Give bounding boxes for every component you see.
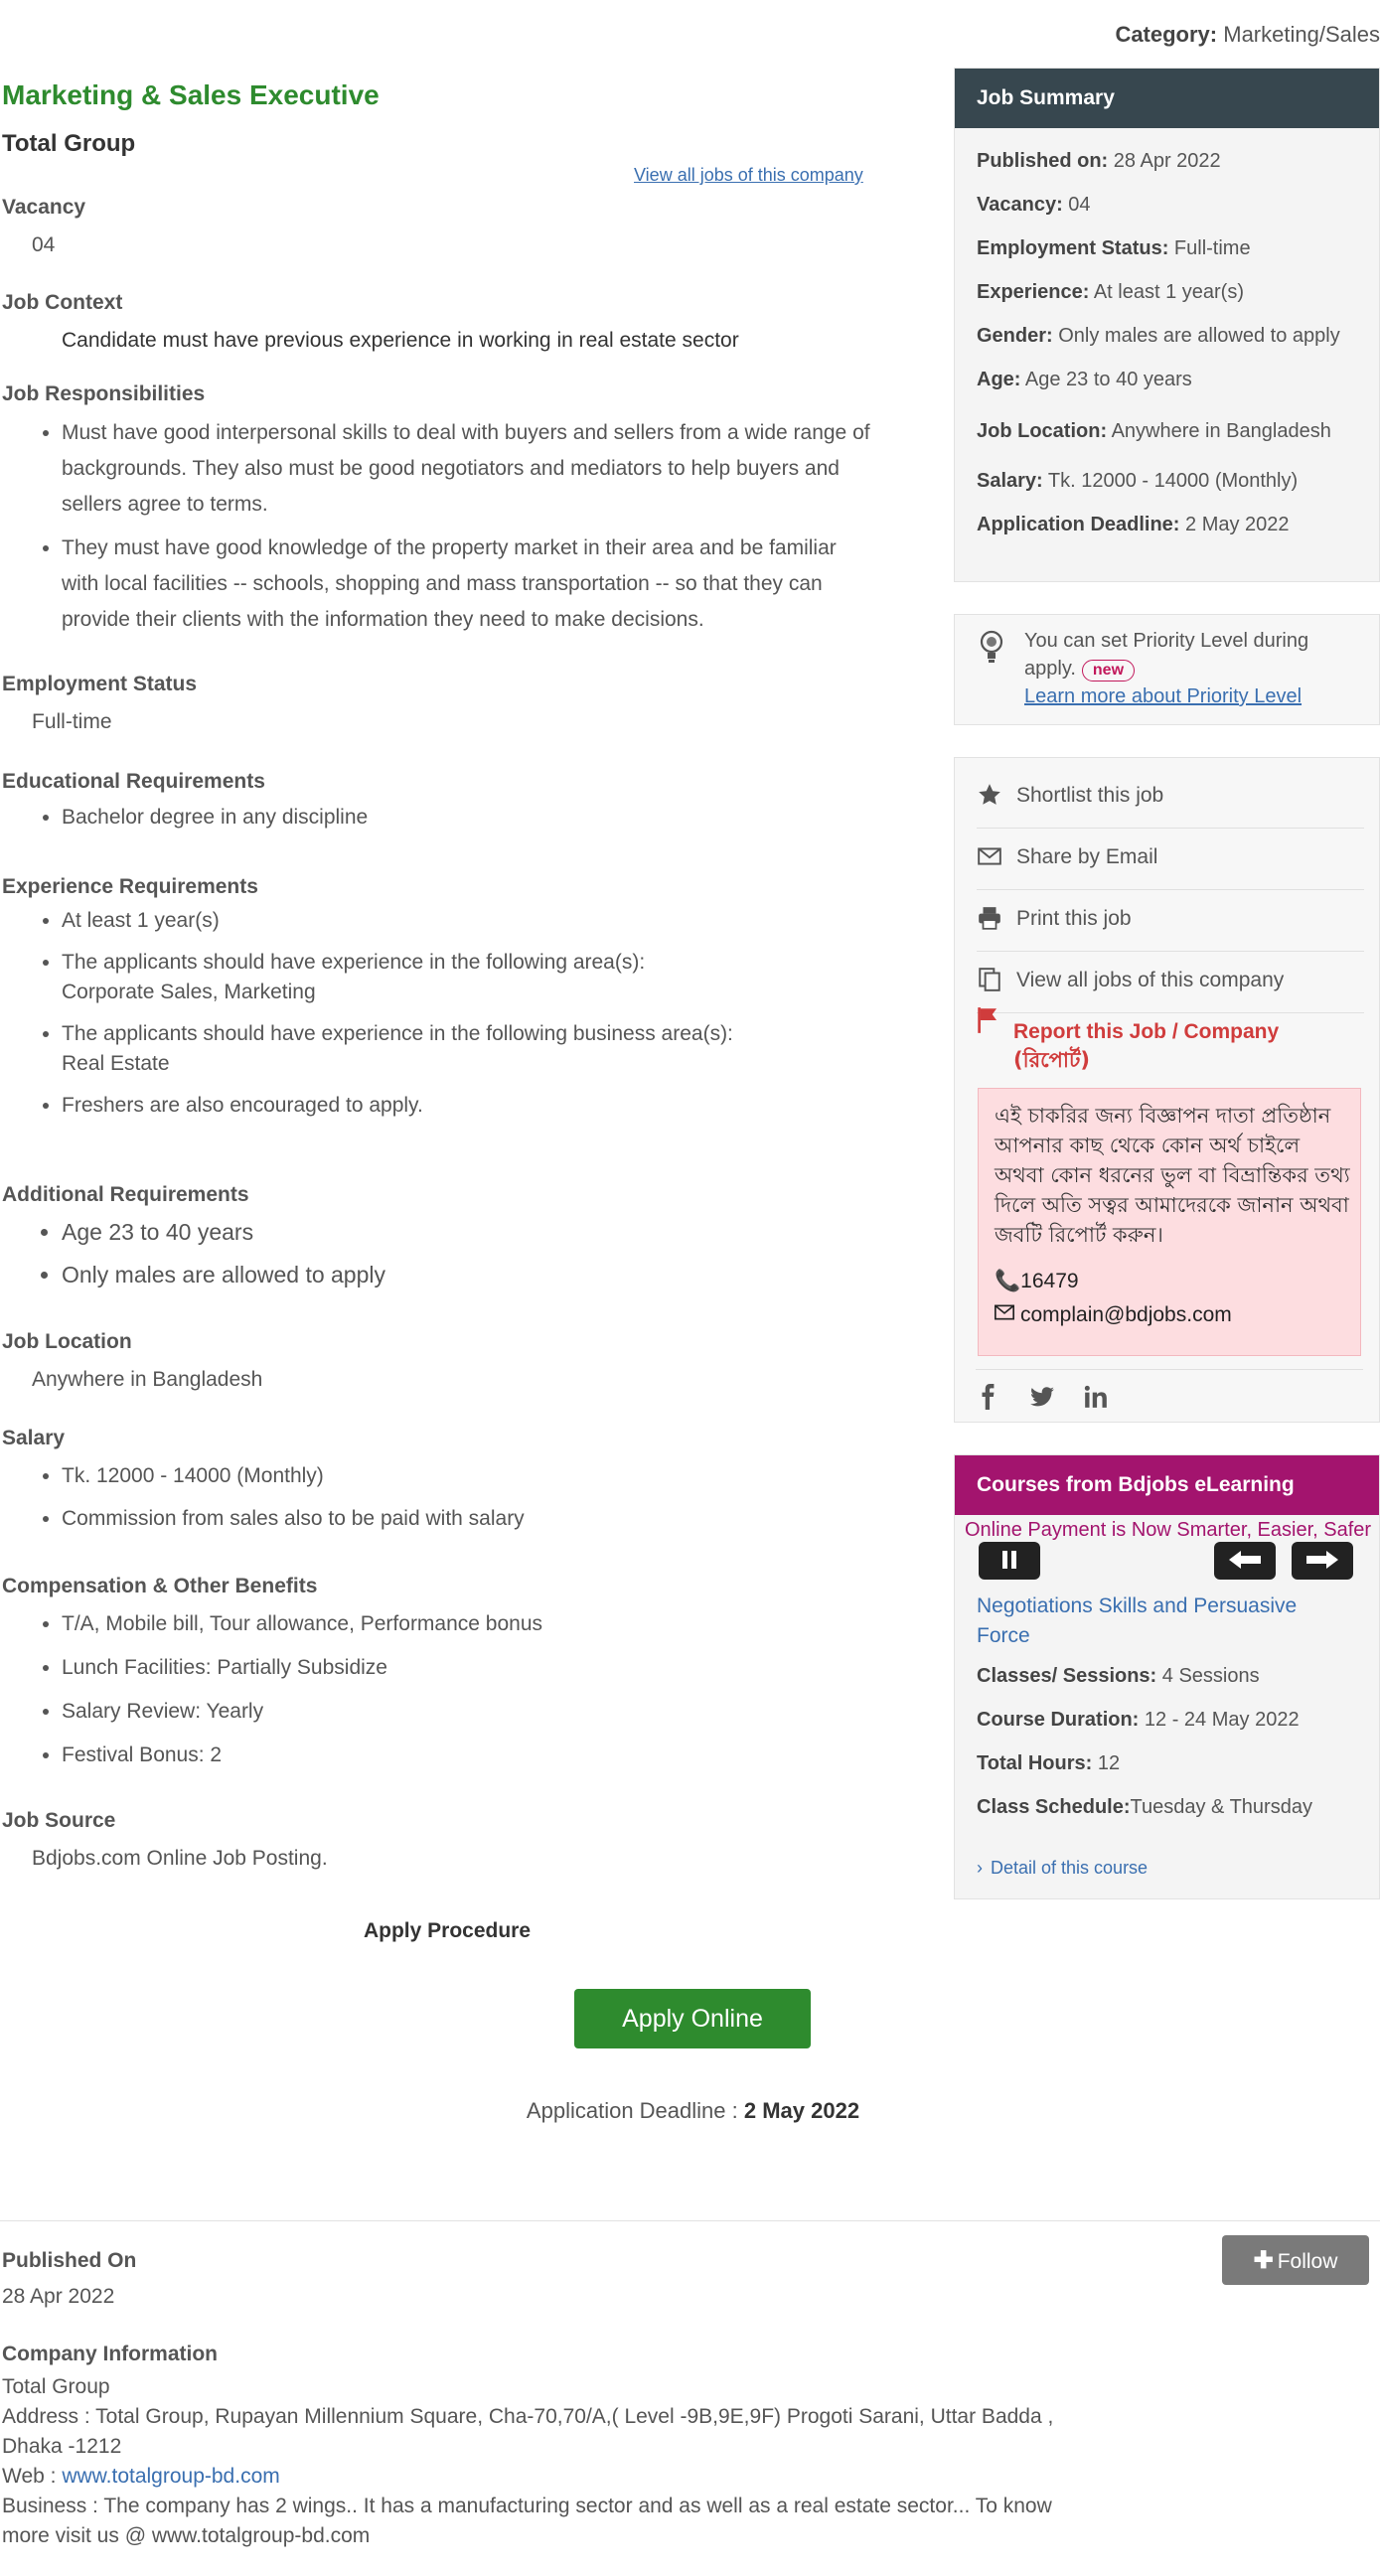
summary-row <box>977 194 1091 217</box>
phone-icon: 📞 <box>995 1270 1021 1292</box>
company-info-body <box>2 2372 1125 2551</box>
pause-icon <box>999 1549 1019 1571</box>
envelope-icon <box>995 1303 1014 1327</box>
benefits-heading: Compensation & Other Benefits <box>2 1575 318 1597</box>
list-item: • Lunch Facilities: Partially Subsidize <box>62 1653 876 1683</box>
lightbulb-icon <box>977 629 1006 673</box>
new-badge: new <box>1082 660 1135 682</box>
list-item: • Commission from sales also to be paid with salary <box>62 1504 876 1534</box>
summary-row <box>977 470 1298 493</box>
envelope-icon <box>977 843 1002 869</box>
payment-marquee: Online Payment is Now Smarter, Easier, Safer <box>965 1519 1372 1541</box>
experience-business-value: Real Estate <box>62 1052 170 1075</box>
previous-button[interactable] <box>1214 1542 1276 1580</box>
list-item: • Salary Review: Yearly <box>62 1697 876 1727</box>
summary-value: Only males are allowed to apply <box>1058 325 1340 347</box>
company-info-address: Address : Total Group, Rupayan Millennium Square, Cha-70,70/A,( Level -9B,9E,9F) Progoti Sarani, Uttar Badda , <box>2 2405 1054 2428</box>
divider <box>0 2220 1380 2221</box>
print-job-button[interactable] <box>977 891 1364 952</box>
category-line <box>1115 22 1380 48</box>
category-value: Marketing/Sales <box>1223 22 1380 47</box>
arrow-left-icon <box>1227 1549 1263 1571</box>
salary-heading: Salary <box>2 1427 66 1449</box>
responsibilities-heading: Job Responsibilities <box>2 382 206 405</box>
sessions-label: Classes/ Sessions: <box>977 1665 1157 1687</box>
job-summary-box <box>954 68 1380 582</box>
list-item: • They must have good knowledge of the property market in their area and be familiar with local facilities -- schools, shopping and mass transportation -- so that they can provide their clients with the information they need to make decisions. <box>62 530 876 638</box>
course-schedule <box>977 1796 1312 1819</box>
published-on-label: Published On <box>2 2249 137 2272</box>
follow-label: Follow <box>1277 2249 1338 2273</box>
published-on-value: 28 Apr 2022 <box>2 2285 115 2308</box>
chevron-right-icon: › <box>977 1858 983 1878</box>
application-deadline <box>0 2098 1380 2124</box>
location-section <box>2 1329 876 1395</box>
summary-label: Vacancy: <box>977 194 1063 216</box>
summary-label: Employment Status: <box>977 237 1169 259</box>
report-label-bangla: (রিপোর্ট) <box>1013 1048 1090 1072</box>
facebook-icon[interactable] <box>976 1384 1001 1410</box>
priority-line2: apply. <box>1024 658 1076 680</box>
company-info-heading: Company Information <box>2 2343 219 2365</box>
plus-icon: ✚ <box>1253 2246 1274 2274</box>
linkedin-icon[interactable] <box>1083 1384 1109 1410</box>
copy-icon <box>977 967 1002 992</box>
summary-label: Job Location: <box>977 420 1108 442</box>
job-summary-title: Job Summary <box>955 69 1379 128</box>
summary-label: Age: <box>977 369 1021 390</box>
vacancy-section <box>2 195 876 260</box>
view-all-jobs-link[interactable]: View all jobs of this company <box>634 165 863 185</box>
summary-row <box>977 420 1331 443</box>
report-warning-box <box>978 1088 1361 1356</box>
list-item: • Tk. 12000 - 14000 (Monthly) <box>62 1461 876 1491</box>
summary-row <box>977 237 1251 260</box>
summary-label: Application Deadline: <box>977 514 1180 535</box>
list-item: • Freshers are also encouraged to apply. <box>62 1091 876 1121</box>
summary-row <box>977 281 1244 304</box>
company-info-name: Total Group <box>2 2375 110 2398</box>
additional-heading: Additional Requirements <box>2 1183 249 1206</box>
social-share-bar <box>976 1369 1363 1410</box>
list-item: • Bachelor degree in any discipline <box>62 803 876 833</box>
education-heading: Educational Requirements <box>2 770 265 793</box>
summary-label: Experience: <box>977 281 1090 303</box>
summary-value: 04 <box>1068 194 1091 216</box>
job-title: Marketing & Sales Executive <box>2 79 380 110</box>
list-item <box>62 948 876 1007</box>
salary-list <box>2 1461 876 1534</box>
sessions-value: 4 Sessions <box>1161 1665 1260 1687</box>
flag-icon <box>976 1005 1001 1041</box>
job-source-value: Bdjobs.com Online Job Posting. <box>32 1847 328 1870</box>
job-context-section <box>2 290 876 356</box>
hours-value: 12 <box>1097 1752 1121 1774</box>
job-source-section <box>2 1808 876 1874</box>
course-sessions <box>977 1665 1260 1688</box>
priority-text <box>1024 627 1372 710</box>
summary-row <box>977 369 1192 391</box>
schedule-value: Tuesday & Thursday <box>1130 1796 1312 1818</box>
shortlist-label: Shortlist this job <box>1016 784 1164 807</box>
report-email <box>995 1303 1232 1327</box>
company-name: Total Group <box>2 130 136 157</box>
education-list <box>2 803 876 833</box>
list-item: • T/A, Mobile bill, Tour allowance, Performance bonus <box>62 1609 876 1639</box>
experience-list <box>2 906 876 1121</box>
twitter-icon[interactable] <box>1029 1384 1055 1410</box>
summary-label: Salary: <box>977 470 1043 492</box>
benefits-section <box>2 1574 876 1777</box>
schedule-label: Class Schedule: <box>977 1796 1131 1818</box>
course-title-link[interactable]: Negotiations Skills and Persuasive Force <box>977 1594 1298 1647</box>
vacancy-heading: Vacancy <box>2 196 86 219</box>
phone-number: 16479 <box>1020 1270 1079 1292</box>
responsibilities-section <box>2 381 876 646</box>
apply-online-button[interactable]: Apply Online <box>574 1989 811 2048</box>
email-address: complain@bdjobs.com <box>1020 1303 1232 1326</box>
company-info-business: Business : The company has 2 wings.. It has a manufacturing sector and as well as a real estate sector... To know <box>2 2495 1052 2517</box>
view-all-jobs-button[interactable] <box>977 953 1364 1013</box>
experience-heading: Experience Requirements <box>2 875 258 898</box>
company-info-business-more: more visit us @ www.totalgroup-bd.com <box>2 2524 371 2547</box>
printer-icon <box>977 905 1002 931</box>
summary-value: 2 May 2022 <box>1185 514 1290 535</box>
web-label: Web : <box>2 2465 57 2488</box>
responsibilities-list <box>2 415 876 638</box>
benefits-list <box>2 1609 876 1770</box>
experience-section <box>2 874 876 1128</box>
employment-status-section <box>2 672 876 737</box>
summary-label: Published on: <box>977 150 1109 172</box>
list-item <box>62 1019 876 1079</box>
pause-button[interactable] <box>979 1542 1040 1580</box>
duration-label: Course Duration: <box>977 1709 1140 1731</box>
summary-row <box>977 325 1340 348</box>
report-job-link[interactable] <box>1013 1018 1279 1075</box>
courses-title: Courses from Bdjobs eLearning <box>955 1455 1379 1515</box>
list-item: • At least 1 year(s) <box>62 906 876 936</box>
job-source-heading: Job Source <box>2 1809 116 1832</box>
priority-level-box <box>954 614 1380 725</box>
employment-status-value: Full-time <box>32 710 112 733</box>
course-detail-link[interactable] <box>977 1858 1148 1879</box>
job-context-heading: Job Context <box>2 291 123 314</box>
salary-section <box>2 1426 876 1541</box>
hours-label: Total Hours: <box>977 1752 1093 1774</box>
list-item: • Only males are allowed to apply <box>62 1259 876 1291</box>
company-website-link[interactable]: www.totalgroup-bd.com <box>62 2465 280 2488</box>
company-info-web <box>2 2462 1125 2492</box>
additional-list <box>2 1216 876 1291</box>
print-label: Print this job <box>1016 907 1132 930</box>
education-section <box>2 769 876 839</box>
report-warning-text: এই চাকরির জন্য বিজ্ঞাপন দাতা প্রতিষ্ঠান আপনার কাছ থেকে কোন অর্থ চাইলে অথবা কোন ধরনের ভুল বা বিভ্রান্তিকর তথ্য দিলে অতি সত্বর আমাদেরকে জানান অথবা জবটি রিপোর্ট করুন। <box>995 1104 1350 1247</box>
deadline-value: 2 May 2022 <box>743 2098 860 2123</box>
list-item: • Festival Bonus: 2 <box>62 1741 876 1770</box>
vacancy-value: 04 <box>32 233 56 256</box>
company-info-address-city: Dhaka -1212 <box>2 2435 122 2458</box>
report-phone <box>995 1270 1079 1293</box>
course-hours <box>977 1752 1120 1775</box>
location-value: Anywhere in Bangladesh <box>32 1368 263 1391</box>
share-label: Share by Email <box>1016 845 1158 868</box>
experience-area-value: Corporate Sales, Marketing <box>62 981 316 1003</box>
priority-learn-more-link[interactable]: Learn more about Priority Level <box>1024 685 1303 707</box>
job-context-text: Candidate must have previous experience in working in real estate sector <box>62 329 739 352</box>
arrow-right-icon <box>1304 1549 1340 1571</box>
star-icon <box>977 782 1002 808</box>
list-item: • Age 23 to 40 years <box>62 1216 876 1249</box>
share-by-email-button[interactable] <box>977 830 1364 890</box>
summary-value: Tk. 12000 - 14000 (Monthly) <box>1047 470 1299 492</box>
course-duration <box>977 1709 1300 1732</box>
follow-button[interactable] <box>1222 2235 1369 2285</box>
summary-row <box>977 150 1221 173</box>
summary-value: Anywhere in Bangladesh <box>1111 420 1331 442</box>
summary-value: Full-time <box>1173 237 1251 259</box>
summary-label: Gender: <box>977 325 1053 347</box>
category-label: Category: <box>1115 22 1218 47</box>
priority-line1: You can set Priority Level during <box>1024 630 1309 652</box>
deadline-label: Application Deadline : <box>526 2098 738 2123</box>
list-item: • Must have good interpersonal skills to deal with buyers and sellers from a wide range of backgrounds. They also must be good negotiators and mediators to help buyers and sellers agree to terms. <box>62 415 876 523</box>
report-label: Report this Job / Company <box>1013 1020 1280 1043</box>
duration-value: 12 - 24 May 2022 <box>1144 1709 1300 1731</box>
view-all-label: View all jobs of this company <box>1016 969 1285 991</box>
summary-value: Age 23 to 40 years <box>1024 369 1192 390</box>
summary-row <box>977 514 1290 536</box>
course-detail-label: Detail of this course <box>991 1858 1149 1878</box>
next-button[interactable] <box>1292 1542 1353 1580</box>
additional-section <box>2 1182 876 1301</box>
experience-business-line: The applicants should have experience in the following business area(s): <box>62 1022 733 1045</box>
location-heading: Job Location <box>2 1330 132 1353</box>
experience-area-line: The applicants should have experience in the following area(s): <box>62 951 646 974</box>
summary-value: At least 1 year(s) <box>1093 281 1245 303</box>
summary-value: 28 Apr 2022 <box>1113 150 1221 172</box>
shortlist-job-button[interactable] <box>977 768 1364 829</box>
employment-status-heading: Employment Status <box>2 673 198 695</box>
apply-procedure-heading: Apply Procedure <box>363 1919 532 1942</box>
